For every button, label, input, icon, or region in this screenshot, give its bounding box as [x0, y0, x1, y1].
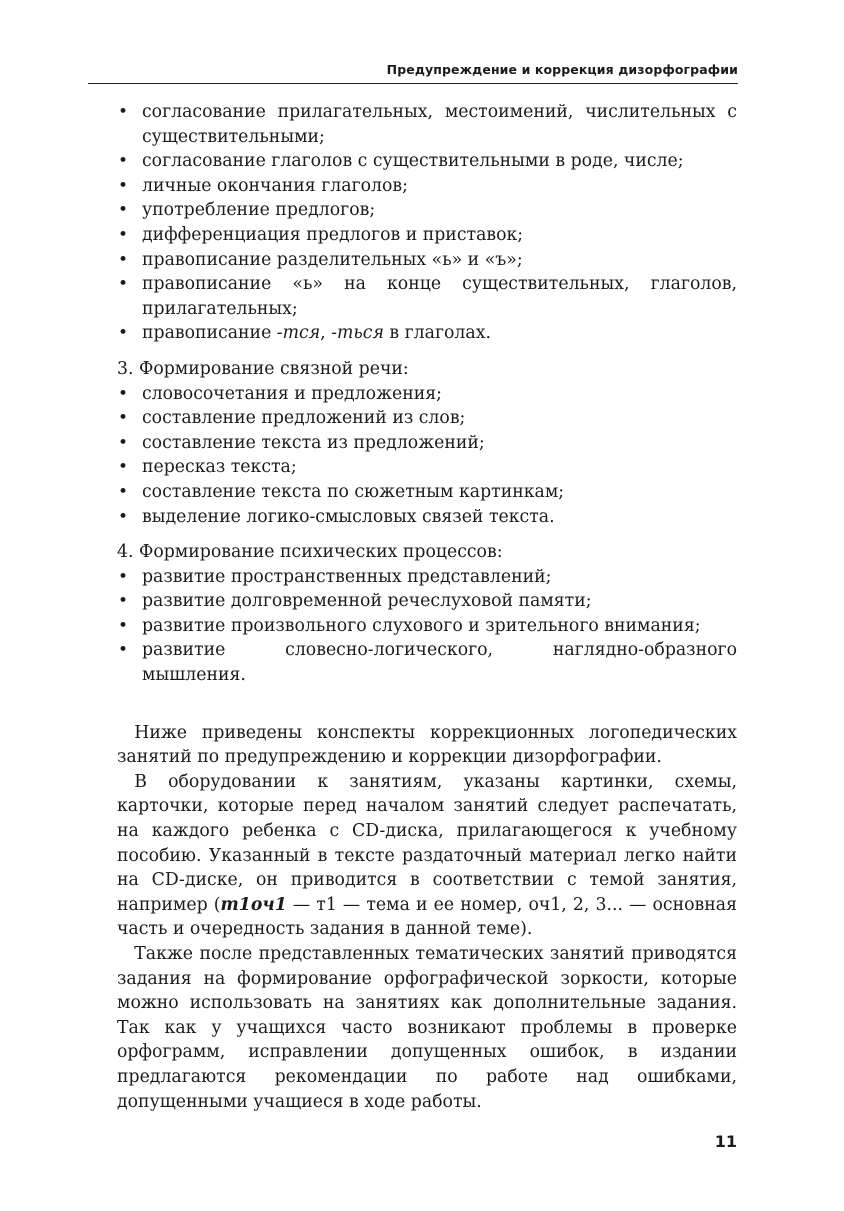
material-code: т1оч1 [220, 894, 287, 915]
body-paragraphs [117, 721, 737, 1115]
list-item: • правописание разделительных «ь» и «ъ»; [117, 248, 737, 273]
bullet-icon: • [118, 274, 129, 295]
list-item: • развитие пространственных представлений; [117, 565, 737, 590]
section-3-title: 3. Формирование связной речи: [117, 358, 409, 379]
bullet-icon: • [118, 457, 129, 478]
list-item: • пересказ текста; [117, 455, 737, 480]
page-body [117, 100, 737, 1114]
list-item: • употребление предлогов; [117, 198, 737, 223]
bullet-icon: • [118, 102, 129, 122]
bullet-icon: • [118, 249, 129, 270]
bullet-icon: • [118, 151, 129, 172]
bullet-icon: • [118, 566, 129, 587]
list-item: • правописание -тся, -ться в глаголах. [117, 321, 737, 346]
bullet-icon: • [118, 200, 129, 221]
list-item: • личные окончания глаголов; [117, 174, 737, 199]
list-item: • выделение логико-смысловых связей текста. [117, 505, 737, 530]
spelling-skills-list [117, 100, 737, 346]
bullet-icon: • [118, 615, 129, 636]
list-item: • правописание «ь» на конце существительных, глаголов, прилагательных; [118, 274, 737, 319]
list-item: • развитие долговременной речеслуховой памяти; [117, 589, 737, 614]
list-item: • составление предложений из слов; [117, 406, 737, 431]
bullet-icon: • [118, 591, 129, 612]
bullet-icon: • [118, 408, 129, 429]
paragraph-intro: Ниже приведены конспекты коррекционных логопедических занятий по предупреждению и коррекции дизорфографии. [117, 722, 737, 768]
list-item: • словосочетания и предложения; [117, 382, 737, 407]
paragraph-equipment: В оборудовании к занятиям, указаны картинки, схемы, карточки, которые перед началом занятий следует распечатать, на каждого ребенка с CD-диска, прилагающегося к учебному пособию. Указанный в тексте раздаточный материал легко найти на CD-диске, он приводится в соответствии с темой занятия, например (т1оч1 — т1 — тема и ее номер, оч1, 2, 3... — основная часть и очередность задания в данной теме). [117, 771, 737, 940]
section-4-list [117, 565, 737, 688]
bullet-icon: • [118, 224, 129, 245]
section-4-title: 4. Формирование психических процессов: [117, 542, 503, 563]
bullet-icon: • [118, 383, 129, 404]
bullet-icon: • [118, 640, 129, 661]
list-item: • составление текста из предложений; [117, 431, 737, 456]
list-item: • дифференциация предлогов и приставок; [117, 223, 737, 248]
page-number: 11 [714, 1132, 737, 1151]
bullet-icon: • [118, 323, 129, 344]
running-head: Предупреждение и коррекция дизорфографии [88, 62, 738, 84]
bullet-icon: • [118, 481, 129, 502]
bullet-icon: • [118, 432, 129, 453]
paragraph-extra-tasks: Также после представленных тематических занятий приводятся задания на формирование орфографической зоркости, которые можно использовать на занятиях как дополнительные задания. Так как у учащихся часто возникают проблемы в проверке орфограмм, исправлении допущенных ошибок, в издании предлагаются рекомендации по работе над ошибками, допущенными учащиеся в ходе работы. [117, 944, 737, 1112]
list-item: • развитие словесно-логического, наглядно-образного мышления. [118, 640, 737, 686]
bullet-icon: • [118, 175, 129, 196]
list-item: • составление текста по сюжетным картинкам; [117, 480, 737, 505]
bullet-icon: • [118, 506, 129, 527]
list-item: • развитие произвольного слухового и зрительного внимания; [117, 614, 737, 639]
list-item: • согласование глаголов с существительными в роде, числе; [117, 149, 737, 174]
list-item: • согласование прилагательных, местоимений, числительных с существительными; [118, 102, 737, 147]
section-3-list [117, 382, 737, 530]
